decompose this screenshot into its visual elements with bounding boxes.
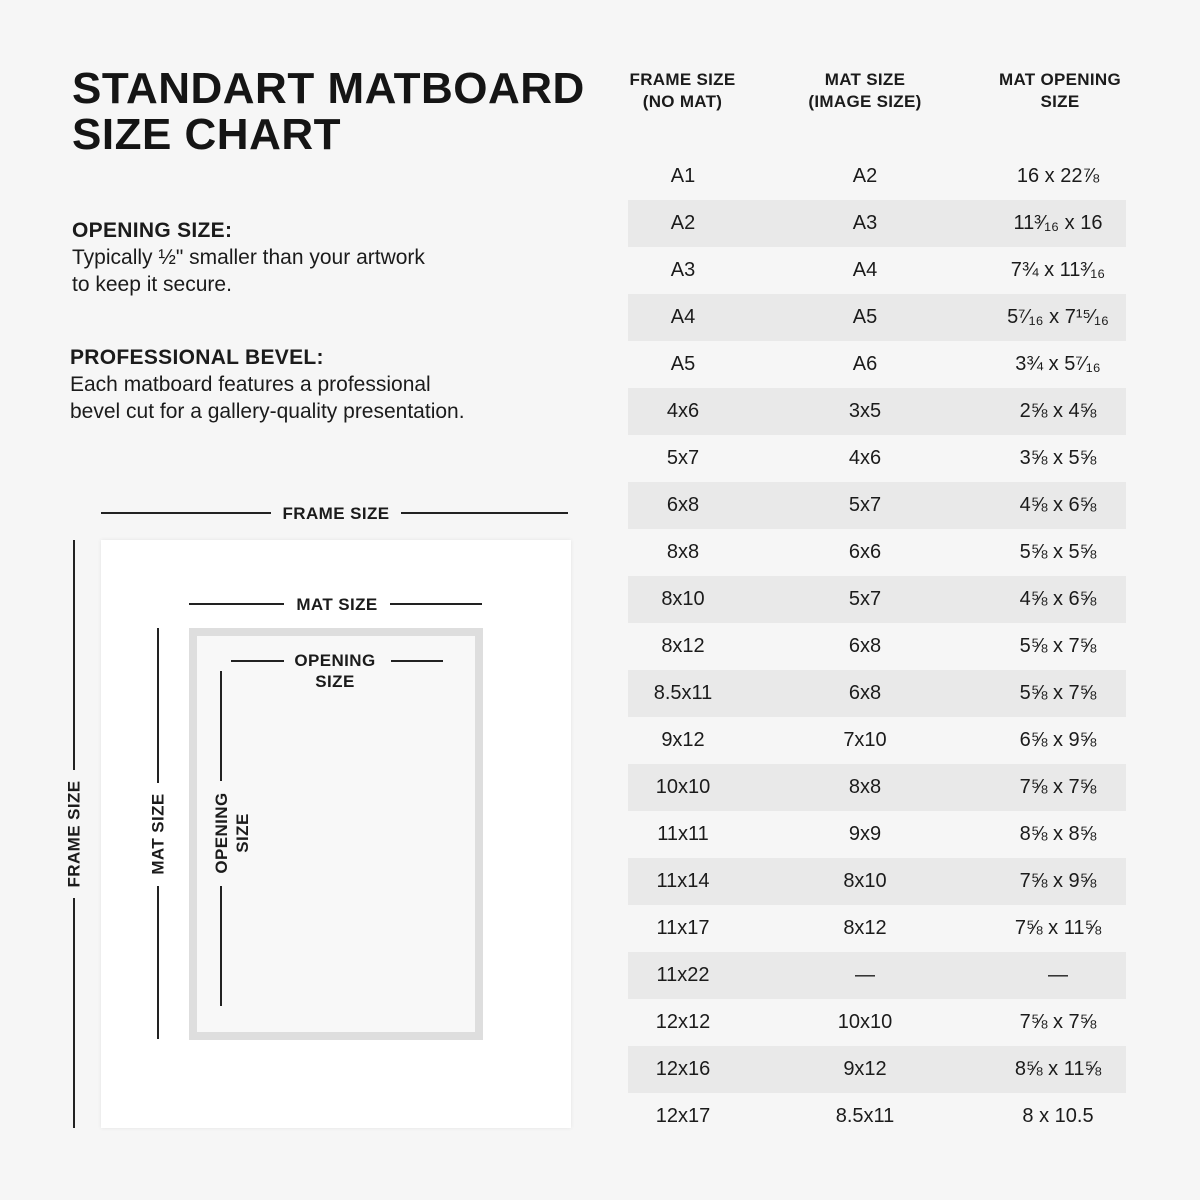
table-row — [628, 341, 1126, 388]
cell-mat-size: 9x12 — [843, 1058, 887, 1080]
frame-size-label: FRAME SIZE — [282, 504, 390, 523]
table-row — [628, 811, 1126, 858]
table-row — [628, 717, 1126, 764]
table-row — [628, 1046, 1126, 1093]
cell-mat-size: 4x6 — [848, 447, 882, 469]
table-row — [628, 435, 1126, 482]
table-body — [628, 153, 1126, 1140]
cell-mat-size: A5 — [852, 306, 878, 328]
opening-size-label-1: OPENING — [294, 651, 376, 670]
opening-size-label — [284, 650, 386, 692]
opening-size-vline-top — [220, 671, 222, 781]
table-row — [628, 670, 1126, 717]
title-line-1: STANDART MATBOARD — [72, 64, 585, 113]
cell-mat-size: A2 — [852, 165, 878, 187]
opening-size-line-right — [391, 660, 443, 662]
cell-mat-size: A6 — [852, 353, 878, 375]
header-mat-line-2: (IMAGE SIZE) — [808, 92, 922, 111]
cell-opening-size: 8⅝ x 11⅝ — [1014, 1058, 1102, 1080]
opening-size-text-2: to keep it secure. — [72, 273, 232, 296]
cell-opening-size: 5⁷⁄₁₆ x 7¹⁵⁄₁₆ — [1007, 306, 1109, 328]
cell-mat-size: 3x5 — [848, 400, 882, 422]
cell-opening-size: 3¾ x 5⁷⁄₁₆ — [1015, 353, 1101, 375]
cell-frame-size: A4 — [670, 306, 696, 328]
mat-size-line-left — [189, 603, 284, 605]
cell-frame-size: 8x8 — [666, 541, 700, 563]
cell-mat-size: 6x8 — [848, 682, 882, 704]
cell-opening-size: 7⅝ x 7⅝ — [1019, 776, 1097, 798]
cell-opening-size: — — [1048, 964, 1068, 986]
cell-opening-size: 5⅝ x 5⅝ — [1019, 541, 1097, 563]
cell-mat-size: A3 — [852, 212, 878, 234]
header-frame-line-1: FRAME SIZE — [629, 70, 736, 89]
cell-mat-size: 8x10 — [843, 870, 887, 892]
table-row — [628, 858, 1126, 905]
cell-opening-size: 3⅝ x 5⅝ — [1019, 447, 1097, 469]
cell-frame-size: 12x16 — [655, 1058, 711, 1080]
title-line-2: SIZE CHART — [72, 110, 341, 159]
opening-size-label-2: SIZE — [315, 672, 355, 691]
table-row — [628, 153, 1126, 200]
frame-size-vline-top — [73, 540, 75, 770]
cell-frame-size: 8x10 — [661, 588, 705, 610]
cell-opening-size: 5⅝ x 7⅝ — [1019, 682, 1097, 704]
cell-frame-size: A3 — [670, 259, 696, 281]
page-title — [72, 66, 585, 158]
table-row — [628, 294, 1126, 341]
opening-size-vlabel-1: OPENING — [212, 792, 231, 874]
opening-size-vlabel-2: SIZE — [233, 813, 252, 853]
cell-mat-size: 6x6 — [848, 541, 882, 563]
bevel-heading: PROFESSIONAL BEVEL: — [70, 346, 324, 369]
mat-size-label: MAT SIZE — [296, 595, 378, 614]
cell-opening-size: 4⅝ x 6⅝ — [1019, 588, 1097, 610]
cell-frame-size: 8.5x11 — [653, 682, 713, 704]
professional-bevel-info — [70, 344, 465, 425]
opening-size-vline-bottom — [220, 886, 222, 1006]
mat-size-line-right — [390, 603, 482, 605]
cell-opening-size: 11³⁄₁₆ x 16 — [1013, 212, 1103, 234]
mat-size-vlabel: MAT SIZE — [148, 793, 168, 875]
cell-frame-size: 11x14 — [656, 870, 710, 892]
cell-opening-size: 5⅝ x 7⅝ — [1019, 635, 1097, 657]
opening-size-text-1: Typically ½" smaller than your artwork — [72, 246, 425, 269]
table-row — [628, 623, 1126, 670]
cell-frame-size: 11x22 — [656, 964, 710, 986]
mat-size-vline-top — [157, 628, 159, 783]
cell-frame-size: 11x17 — [656, 917, 710, 939]
header-frame-line-2: (NO MAT) — [642, 92, 723, 111]
cell-mat-size: A4 — [852, 259, 878, 281]
cell-frame-size: 5x7 — [666, 447, 700, 469]
table-row — [628, 482, 1126, 529]
cell-opening-size: 4⅝ x 6⅝ — [1019, 494, 1097, 516]
table-row — [628, 1093, 1126, 1140]
cell-frame-size: A1 — [670, 165, 696, 187]
cell-opening-size: 7⅝ x 7⅝ — [1019, 1011, 1097, 1033]
header-opening-line-1: MAT OPENING — [999, 70, 1121, 89]
cell-mat-size: 8x8 — [848, 776, 882, 798]
mat-size-vline-bottom — [157, 886, 159, 1039]
cell-opening-size: 7⅝ x 11⅝ — [1014, 917, 1102, 939]
table-row — [628, 529, 1126, 576]
cell-mat-size: 8.5x11 — [835, 1105, 895, 1127]
cell-opening-size: 7¾ x 11³⁄₁₆ — [1010, 259, 1106, 281]
bevel-text-1: Each matboard features a professional — [70, 373, 431, 396]
cell-mat-size: 9x9 — [848, 823, 882, 845]
opening-size-info — [72, 217, 425, 298]
cell-frame-size: 9x12 — [661, 729, 705, 751]
cell-mat-size: 5x7 — [848, 588, 882, 610]
cell-mat-size: — — [855, 964, 875, 986]
cell-frame-size: 12x12 — [655, 1011, 711, 1033]
cell-mat-size: 7x10 — [843, 729, 887, 751]
cell-opening-size: 8 x 10.5 — [1022, 1105, 1094, 1127]
table-row — [628, 952, 1126, 999]
cell-opening-size: 6⅝ x 9⅝ — [1019, 729, 1097, 751]
opening-size-heading: OPENING SIZE: — [72, 219, 233, 242]
table-row — [628, 576, 1126, 623]
table-row — [628, 247, 1126, 294]
table-row — [628, 388, 1126, 435]
cell-mat-size: 6x8 — [848, 635, 882, 657]
header-mat-line-1: MAT SIZE — [824, 70, 906, 89]
cell-opening-size: 8⅝ x 8⅝ — [1019, 823, 1097, 845]
header-mat-size — [780, 69, 950, 113]
cell-mat-size: 5x7 — [848, 494, 882, 516]
cell-opening-size: 2⅝ x 4⅝ — [1019, 400, 1097, 422]
cell-frame-size: 6x8 — [666, 494, 700, 516]
frame-size-vline-bottom — [73, 898, 75, 1128]
header-opening-line-2: SIZE — [1040, 92, 1080, 111]
cell-frame-size: 12x17 — [655, 1105, 711, 1127]
cell-frame-size: 10x10 — [655, 776, 711, 798]
table-row — [628, 200, 1126, 247]
frame-size-line-left — [101, 512, 271, 514]
cell-opening-size: 7⅝ x 9⅝ — [1019, 870, 1097, 892]
bevel-text-2: bevel cut for a gallery-quality presentation. — [70, 400, 465, 423]
cell-mat-size: 8x12 — [843, 917, 887, 939]
cell-frame-size: 8x12 — [661, 635, 705, 657]
cell-frame-size: A5 — [670, 353, 696, 375]
cell-frame-size: A2 — [670, 212, 696, 234]
frame-size-vlabel: FRAME SIZE — [64, 780, 84, 888]
frame-size-line-right — [401, 512, 568, 514]
table-row — [628, 764, 1126, 811]
cell-opening-size: 16 x 22⅞ — [1016, 165, 1100, 187]
opening-size-vlabel — [211, 792, 253, 873]
cell-frame-size: 4x6 — [666, 400, 700, 422]
header-mat-opening-size — [975, 69, 1145, 113]
opening-size-line-left — [231, 660, 284, 662]
header-frame-size — [600, 69, 765, 113]
table-row — [628, 905, 1126, 952]
cell-frame-size: 11x11 — [657, 823, 709, 845]
table-row — [628, 999, 1126, 1046]
cell-mat-size: 10x10 — [837, 1011, 893, 1033]
